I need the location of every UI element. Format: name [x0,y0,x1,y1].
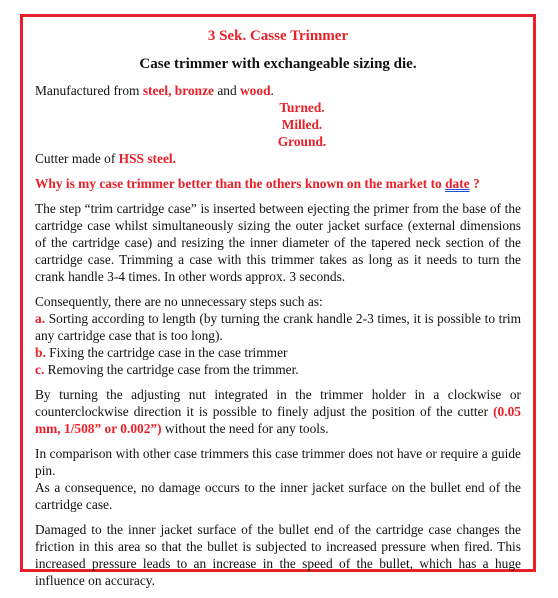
document-title: 3 Sek. Casse Trimmer [207,28,349,44]
paragraph-consequently: Consequently, there are no unnecessary steps such as: [35,294,323,309]
question-heading [35,175,521,192]
materials-steel-bronze: steel, bronze [142,83,214,98]
quality-item: Ground. [277,134,327,149]
spacer [35,285,521,293]
adjusting-end: without the need for any tools. [161,421,329,436]
cutter-line [35,150,521,167]
paragraph-friction: Damaged to the inner jacket surface of the bullet end of the cartridge case changes the friction in this area so that the bullet is subjected to increased pressure when fired. This increased pressure leads to an increase in the speed of the bullet, which has a huge influence on accuracy. [35,522,521,588]
step-item-b [35,344,521,361]
question-end: ? [469,176,480,191]
step-mark-a: a. [35,311,46,326]
manufactured-prefix: Manufactured from [35,83,143,98]
quality-item: Milled. [281,117,323,132]
step-text-a: Sorting according to length (by turning the crank handle 2-3 times, it is possible to trim any cartridge case that is too long). [35,311,521,343]
paragraph-no-damage: As a consequence, no damage occurs to the inner jacket surface on the bullet end of the cartridge case. [35,480,521,512]
step-item-a [35,310,521,344]
step-mark-c: c. [35,362,45,377]
paragraph-guide-pin: In comparison with other case trimmers this case trimmer does not have or require a guide pin. [35,446,521,478]
adjusting-text: By turning the adjusting nut integrated in the trimmer holder in a clockwise or counterclockwise direction it is possible to finely adjust the position of the cutter [35,387,521,419]
cutter-prefix: Cutter made of [35,151,119,166]
step-text-c: Removing the cartridge case from the trimmer. [44,362,299,377]
step-text-b: Fixing the cartridge case in the case trimmer [45,345,288,360]
document-subtitle: Case trimmer with exchangeable sizing die. [139,56,417,72]
spacer [35,378,521,386]
step-item-c [35,361,521,378]
question-date-word: date [445,176,470,191]
step-mark-b: b. [35,345,46,360]
qualities-list [35,99,521,150]
manufactured-and: and [213,83,241,98]
paragraph-trim-step: The step “trim cartridge case” is inserted between ejecting the primer from the base of the cartridge case whilst simultaneously sizing the outer jacket surface (external dimensions of the cartridge case) and resizing the inner diameter of the tapered neck section of the cartridge case. Trimming a case with this trimmer takes as long as it needs to turn the crank handle 3-4 times. In other words approx. 3 seconds. [35,201,521,284]
quality-item: Turned. [279,100,325,115]
paragraph-adjusting-nut [35,386,521,437]
materials-wood: wood [240,83,271,98]
spacer [35,513,521,521]
adjusting-precision-value: (0.05 mm, 1/508” or 0.002”) [35,404,521,436]
document-frame [20,14,536,588]
spacer [35,437,521,445]
manufactured-line [35,82,521,99]
manufactured-dot: . [270,83,274,98]
cutter-material: HSS steel. [118,151,176,166]
question-text: Why is my case trimmer better than the others known on the market to [35,176,446,191]
